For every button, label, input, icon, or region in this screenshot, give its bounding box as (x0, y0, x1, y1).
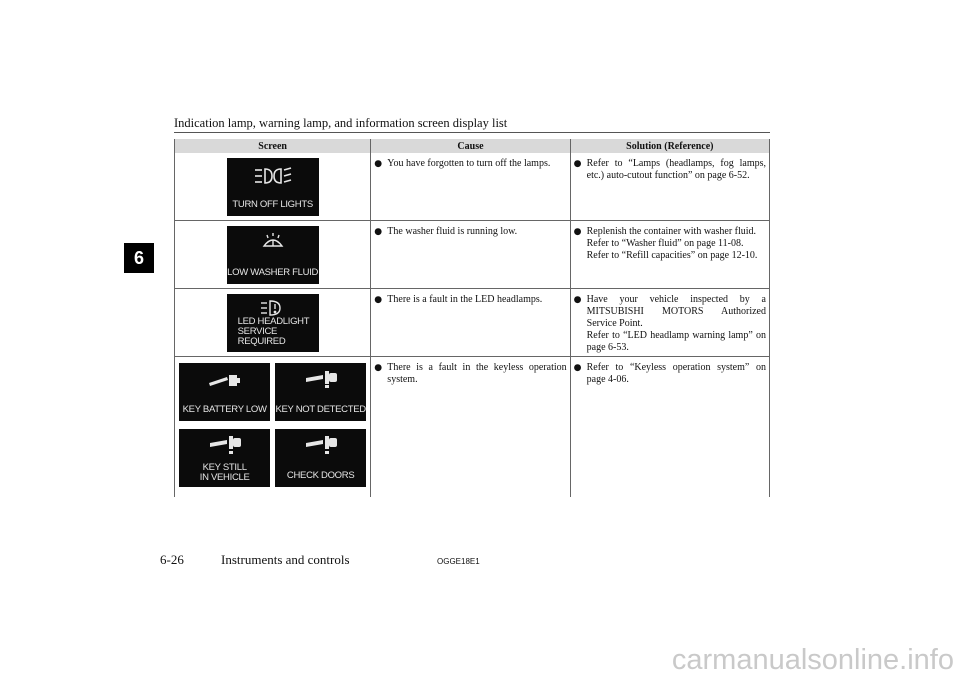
screen-label (238, 317, 319, 347)
screen-label-line: KEY STILL (202, 462, 247, 473)
screen-label (179, 463, 270, 483)
display-screen-led-headlight (227, 294, 319, 352)
screen-cell (175, 357, 371, 498)
cause-text: You have forgotten to turn off the lamps. (387, 158, 551, 169)
screen-cell (175, 153, 371, 221)
table-row (175, 357, 770, 498)
display-screen-key-not-detected (275, 363, 366, 421)
cause-cell (371, 289, 570, 357)
table-row (175, 221, 770, 289)
document-code: OGGE18E1 (437, 557, 480, 566)
screen-label-line: IN VEHICLE (199, 472, 250, 483)
cause-text: There is a fault in the keyless operation system. (387, 362, 567, 385)
solution-cell (570, 221, 769, 289)
cause-text: There is a fault in the LED headlamps. (387, 294, 543, 305)
screen-cell (175, 289, 371, 357)
bullet: ● (374, 227, 383, 237)
solution-text: Refer to “Refill capacities” on page 12-10. (586, 250, 758, 261)
display-list-table (174, 139, 770, 497)
display-screen-low-washer-fluid (227, 226, 319, 284)
key-battery-icon (207, 374, 241, 388)
bullet: ● (374, 159, 383, 169)
cause-text: The washer fluid is running low. (387, 226, 518, 237)
solution-text: Have your vehicle inspected by a MITSUBISHI MOTORS Authorized Service Point. (586, 294, 766, 329)
chapter-tab[interactable]: 6 (124, 243, 154, 273)
screen-label: LOW WASHER FLUID (227, 267, 319, 278)
washer-fluid-icon (261, 232, 285, 250)
bullet: ● (573, 363, 582, 373)
display-screen-key-still-in-vehicle (179, 429, 270, 487)
header-screen: Screen (175, 139, 371, 153)
header-divider (174, 132, 770, 133)
screen-label: KEY NOT DETECTED (275, 404, 366, 415)
solution-text: Refer to “LED headlamp warning lamp” on page 6-53. (586, 330, 766, 353)
led-headlight-icon (260, 299, 284, 317)
screen-cell (175, 221, 371, 289)
screen-label: KEY BATTERY LOW (182, 404, 267, 415)
bullet: ● (573, 227, 582, 237)
headlamp-icon (253, 166, 293, 186)
cause-cell (371, 357, 570, 498)
table-row (175, 289, 770, 357)
solution-text: Replenish the container with washer fluid. (586, 226, 757, 237)
table-header-row (175, 139, 770, 153)
display-screen-key-battery-low (179, 363, 270, 421)
watermark: carmanualsonline.info (671, 644, 954, 676)
bullet: ● (374, 363, 383, 373)
bullet: ● (374, 295, 383, 305)
key-icon (305, 369, 339, 389)
bullet: ● (573, 295, 582, 305)
screen-label: CHECK DOORS (286, 470, 355, 481)
cause-cell (371, 153, 570, 221)
screen-label: TURN OFF LIGHTS (232, 199, 313, 210)
key-icon (209, 434, 243, 456)
footer-section-title: Instruments and controls (221, 552, 350, 567)
section-title: Indication lamp, warning lamp, and information screen display list (174, 116, 508, 130)
bullet: ● (573, 159, 582, 169)
cause-cell (371, 221, 570, 289)
header-cause: Cause (371, 139, 570, 153)
solution-text: Refer to “Lamps (headlamps, fog lamps, etc.) auto-cutout function” on page 6-52. (586, 158, 766, 181)
screen-label-line: SERVICE REQUIRED (237, 326, 286, 347)
header-solution: Solution (Reference) (570, 139, 769, 153)
solution-text: Refer to “Keyless operation system” on page 4-06. (586, 362, 766, 385)
table-row (175, 153, 770, 221)
page-number: 6-26 (160, 552, 184, 567)
solution-text: Refer to “Washer fluid” on page 11-08. (586, 238, 744, 249)
solution-cell (570, 357, 769, 498)
key-icon (305, 434, 339, 456)
display-screen-turn-off-lights (227, 158, 319, 216)
solution-cell (570, 289, 769, 357)
display-screen-check-doors (275, 429, 366, 487)
solution-cell (570, 153, 769, 221)
screen-label-line: LED HEADLIGHT (237, 316, 310, 327)
